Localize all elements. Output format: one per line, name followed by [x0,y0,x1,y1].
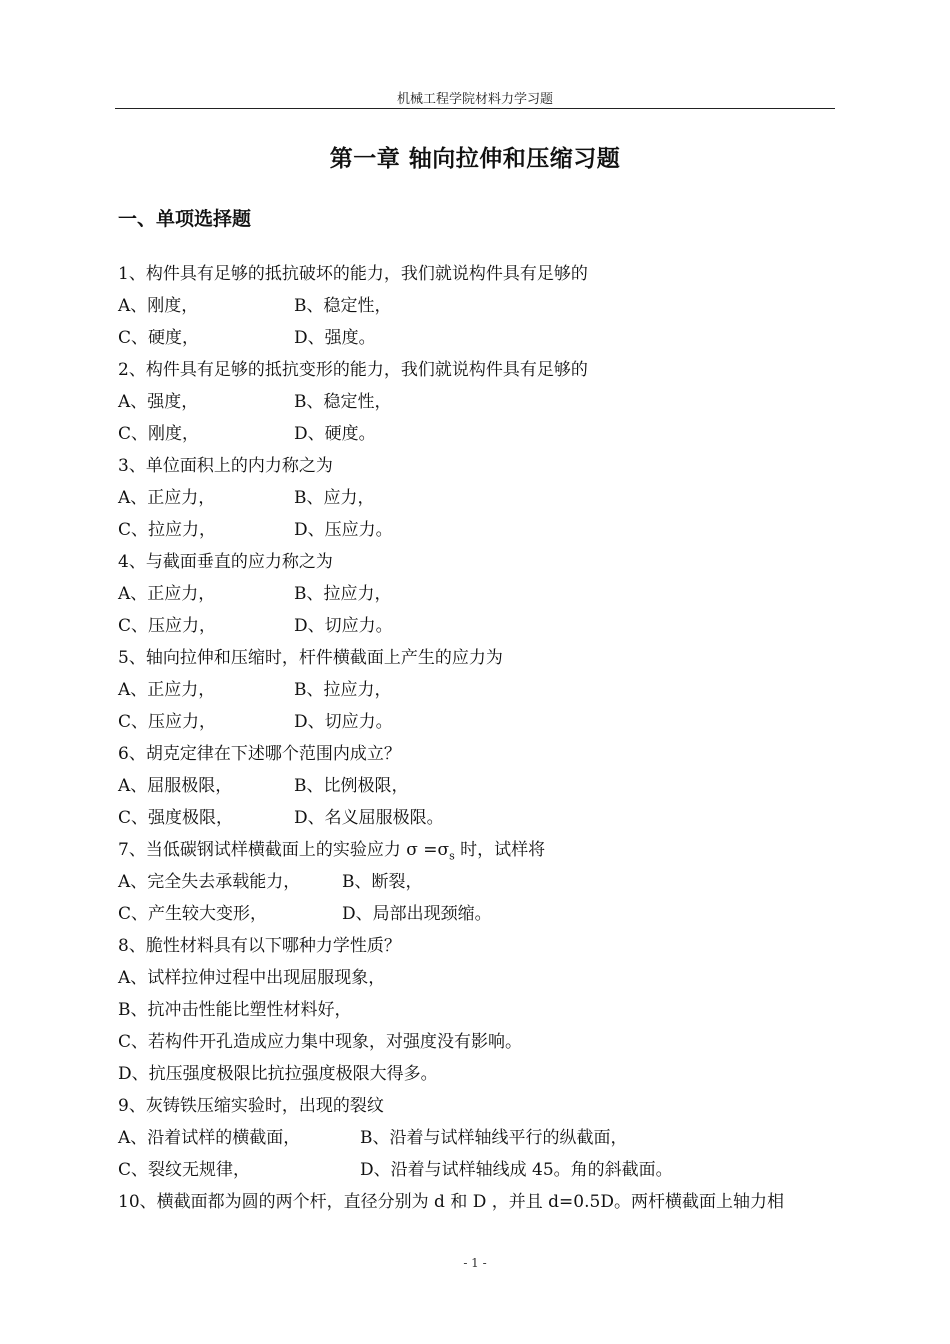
option-left: C、压应力， [118,616,217,636]
question-text: D、抗压强度极限比抗拉强度极限大得多。 [118,1064,438,1084]
question-text: 2、构件具有足够的抵抗变形的能力，我们就说构件具有足够的 [118,360,588,380]
option-left: C、拉应力， [118,520,217,540]
page-number: - 1 - [463,1256,487,1270]
option-right: B、断裂， [342,872,423,892]
question-text [118,836,848,868]
question-text: 6、胡克定律在下述哪个范围内成立？ [118,744,401,764]
option-row [118,1156,848,1188]
option-row [118,324,848,356]
option-right: B、稳定性， [294,296,392,316]
option-row [118,708,848,740]
option-right: D、切应力。 [294,712,393,732]
option-left: A、刚度， [118,296,199,316]
option-right: D、压应力。 [294,520,393,540]
option-row [118,580,848,612]
option-left: C、裂纹无规律， [118,1160,251,1180]
question-text: 1、构件具有足够的抵抗破坏的能力，我们就说构件具有足够的 [118,264,588,284]
option-left: C、强度极限， [118,808,234,828]
option-row [118,868,848,900]
subscript: s [449,849,455,863]
section-heading: 一、单项选择题 [118,208,252,230]
option-right: B、应力， [294,488,375,508]
option-row [118,612,848,644]
option-row [118,388,848,420]
option-row [118,1124,848,1156]
question-text: 8、脆性材料具有以下哪种力学性质？ [118,936,401,956]
option-row [118,676,848,708]
question-text: B、抗冲击性能比塑性材料好， [118,1000,352,1020]
option-row [118,484,848,516]
option-left: A、强度， [118,392,199,412]
option-row [118,292,848,324]
option-left: A、正应力， [118,488,216,508]
option-right: D、强度。 [294,328,376,348]
question-list [118,260,848,1220]
option-left: C、压应力， [118,712,217,732]
option-right: D、切应力。 [294,616,393,636]
option-right: B、拉应力， [294,584,392,604]
page-header: 机械工程学院材料力学习题 [396,92,553,107]
question-text: 4、与截面垂直的应力称之为 [118,552,333,572]
option-left: A、完全失去承载能力， [118,872,301,892]
question-text: C、若构件开孔造成应力集中现象，对强度没有影响。 [118,1032,523,1052]
question-text-part: 时，试样将 [454,840,546,860]
header-rule [115,108,835,109]
option-left: A、正应力， [118,680,216,700]
chapter-title: 第一章 轴向拉伸和压缩习题 [329,146,621,172]
question-text: 9、灰铸铁压缩实验时，出现的裂纹 [118,1096,384,1116]
question-text: 3、单位面积上的内力称之为 [118,456,333,476]
option-left: C、产生较大变形， [118,904,268,924]
option-row [118,900,848,932]
option-left: C、刚度， [118,424,200,444]
question-text: 10、横截面都为圆的两个杆，直径分别为 d 和 D ，并且 d=0.5D。两杆横截面上轴力相 [118,1192,784,1212]
option-right: B、沿着与试样轴线平行的纵截面， [360,1128,628,1148]
option-right: D、沿着与试样轴线成 45。角的斜截面。 [360,1160,673,1180]
option-left: A、正应力， [118,584,216,604]
question-text-part: 7、当低碳钢试样横截面上的实验应力 σ =σ [118,840,450,860]
option-right: D、名义屈服极限。 [294,808,444,828]
option-row [118,420,848,452]
option-right: B、拉应力， [294,680,392,700]
question-text: A、试样拉伸过程中出现屈服现象， [118,968,386,988]
option-right: B、稳定性， [294,392,392,412]
question-text: 5、轴向拉伸和压缩时，杆件横截面上产生的应力为 [118,648,503,668]
option-right: B、比例极限， [294,776,409,796]
option-left: A、屈服极限， [118,776,233,796]
option-right: D、局部出现颈缩。 [342,904,492,924]
option-left: A、沿着试样的横截面， [118,1128,301,1148]
option-left: C、硬度， [118,328,200,348]
option-row [118,772,848,804]
option-right: D、硬度。 [294,424,376,444]
option-row [118,804,848,836]
option-row [118,516,848,548]
